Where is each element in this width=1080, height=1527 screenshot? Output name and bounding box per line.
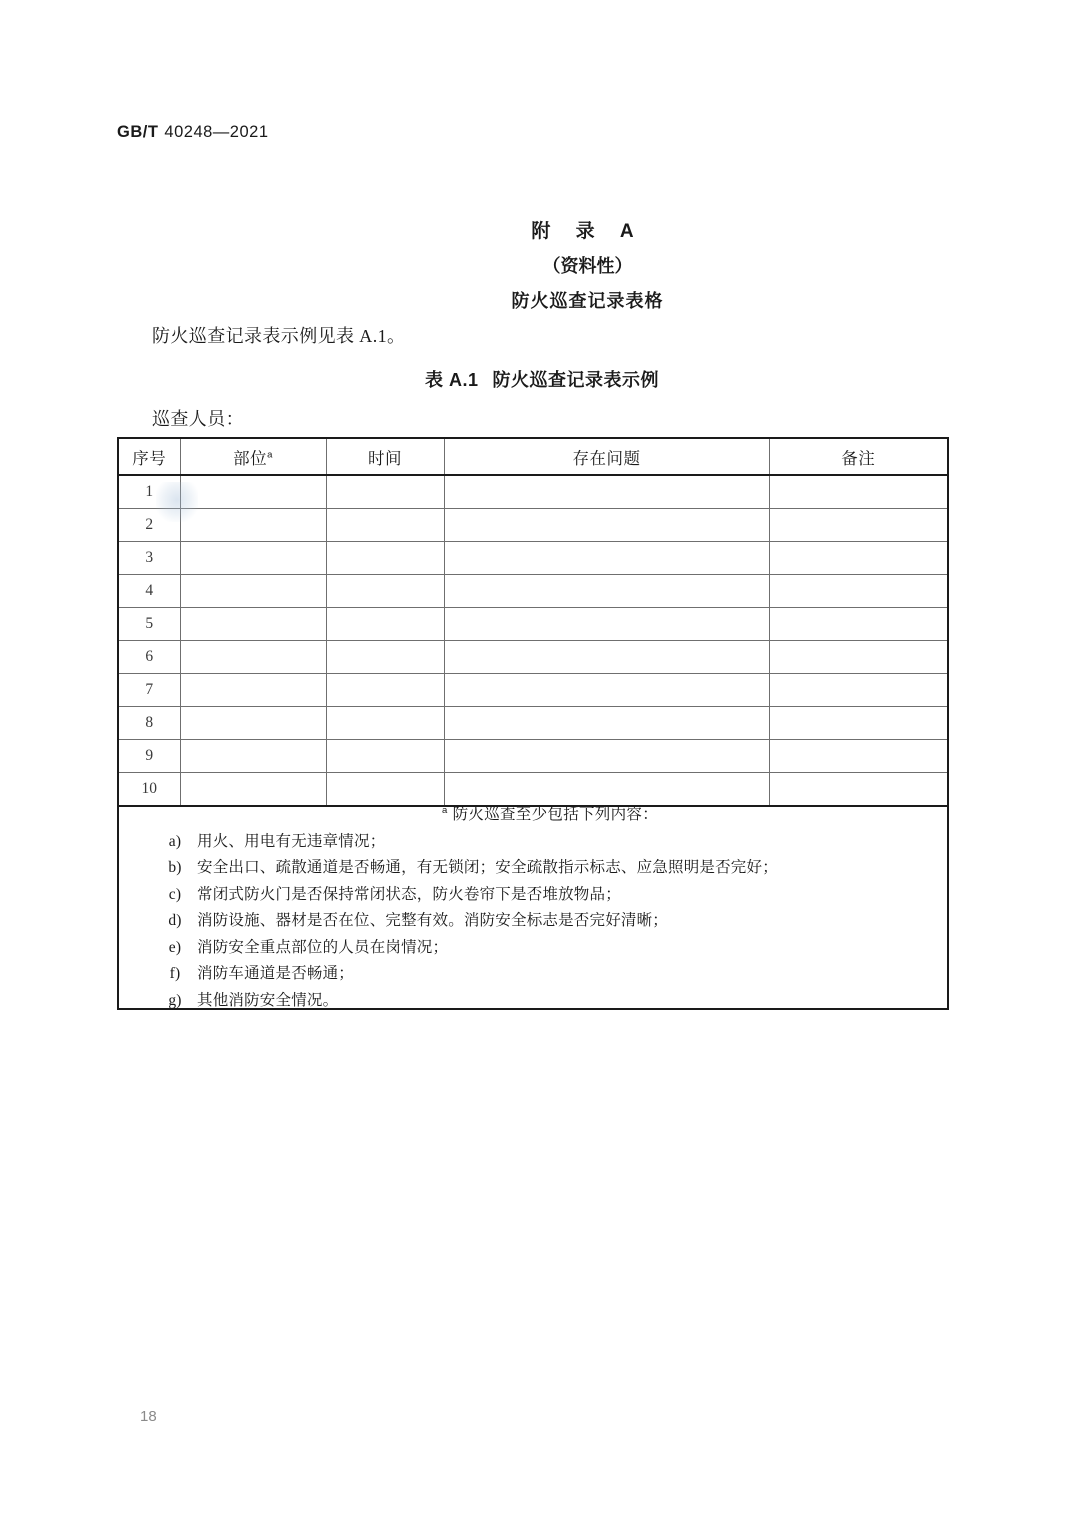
cell-part[interactable] [180, 773, 326, 807]
cell-remark[interactable] [769, 707, 948, 740]
cell-issue[interactable] [444, 509, 769, 542]
cell-time[interactable] [326, 641, 444, 674]
cell-part[interactable] [180, 707, 326, 740]
table-body [118, 475, 948, 1009]
table-row [118, 773, 948, 807]
table-caption-title: 防火巡查记录表示例 [492, 370, 659, 390]
cell-seq: 3 [118, 542, 180, 575]
annex-title: 防火巡查记录表格 [511, 290, 664, 311]
cell-remark[interactable] [769, 542, 948, 575]
standard-code: GB/T [117, 123, 159, 141]
cell-time[interactable] [326, 509, 444, 542]
cell-remark[interactable] [769, 674, 948, 707]
cell-time[interactable] [326, 707, 444, 740]
table-caption [2, 366, 1080, 392]
cell-part[interactable] [180, 542, 326, 575]
footnote-item-marker: f) [169, 965, 181, 982]
cell-part[interactable] [180, 674, 326, 707]
cell-seq: 6 [118, 641, 180, 674]
footnote-item-marker: d) [168, 912, 182, 929]
column-header-seq [118, 438, 180, 475]
cell-issue[interactable] [444, 773, 769, 807]
cell-remark[interactable] [769, 740, 948, 773]
footnote-lead [153, 804, 947, 823]
cell-part[interactable] [180, 608, 326, 641]
column-header-time [326, 438, 444, 475]
cell-time[interactable] [326, 674, 444, 707]
column-header-time-label: 时间 [368, 449, 402, 468]
cell-time[interactable] [326, 475, 444, 509]
cell-issue[interactable] [444, 641, 769, 674]
inspector-label: 巡查人员： [152, 409, 244, 429]
cell-remark[interactable] [769, 641, 948, 674]
list-item [153, 913, 947, 929]
footnote-item-text: 消防设施、器材是否在位、完整有效。消防安全标志是否完好清晰； [197, 912, 669, 929]
table-row [118, 509, 948, 542]
table-row [118, 608, 948, 641]
page-number: 18 [140, 1408, 157, 1425]
table-row [118, 475, 948, 509]
cell-issue[interactable] [444, 475, 769, 509]
cell-part[interactable] [180, 509, 326, 542]
table-row [118, 674, 948, 707]
footnote-item-marker: a) [168, 832, 182, 850]
footnote-list [119, 834, 947, 1009]
footnote-mark: a [442, 804, 448, 816]
column-header-issue [444, 438, 769, 475]
fire-patrol-record-table [117, 437, 949, 1010]
footnote-item-text: 其他消防安全情况。 [197, 991, 339, 1009]
table-header [118, 438, 948, 475]
table-caption-number: 表 A.1 [424, 370, 479, 390]
standard-number: 40248—2021 [164, 123, 269, 141]
cell-issue[interactable] [444, 707, 769, 740]
cell-part[interactable] [180, 740, 326, 773]
column-header-part-label: 部位 [233, 449, 268, 468]
table-row [118, 542, 948, 575]
footnote-item-marker: e) [168, 938, 182, 956]
table-row [118, 641, 948, 674]
cell-time[interactable] [326, 773, 444, 807]
cell-remark[interactable] [769, 608, 948, 641]
cell-time[interactable] [326, 542, 444, 575]
list-item [153, 887, 947, 903]
cell-time[interactable] [326, 740, 444, 773]
column-header-remark [769, 438, 948, 475]
cell-part[interactable] [180, 641, 326, 674]
list-item [153, 993, 947, 1009]
cell-part[interactable] [180, 475, 326, 509]
cell-time[interactable] [326, 575, 444, 608]
table-row [118, 740, 948, 773]
cell-seq: 9 [118, 740, 180, 773]
footnote-item-text: 安全出口、疏散通道是否畅通，有无锁闭；安全疏散指示标志、应急照明是否完好； [197, 859, 778, 876]
column-header-seq-label: 序号 [132, 449, 167, 468]
footnote-item-text: 常闭式防火门是否保持常闭状态，防火卷帘下是否堆放物品； [197, 885, 621, 903]
cell-seq: 2 [118, 509, 180, 542]
footnote-item-marker: c) [168, 885, 182, 903]
table-row [118, 707, 948, 740]
fire-patrol-record-table-wrap [117, 437, 947, 1010]
cell-seq: 1 [118, 475, 180, 509]
table-header-row [118, 438, 948, 475]
cell-remark[interactable] [769, 773, 948, 807]
table-footnote [118, 806, 948, 1009]
cell-seq: 5 [118, 608, 180, 641]
cell-remark[interactable] [769, 509, 948, 542]
list-item [153, 940, 947, 956]
column-header-part-footnote-mark: a [267, 449, 273, 460]
list-item [153, 834, 947, 850]
column-header-remark-label: 备注 [841, 449, 876, 468]
column-header-issue-label: 存在问题 [572, 449, 641, 468]
footnote-lead-text: 防火巡查至少包括下列内容： [452, 806, 658, 823]
annex-label: 附 录 A [531, 221, 644, 242]
footnote-item-text: 用火、用电有无违章情况； [197, 832, 386, 850]
footnote-item-marker: g) [168, 991, 182, 1009]
footnote-item-text: 消防车通道是否畅通； [197, 965, 355, 982]
intro-paragraph: 防火巡查记录表示例见表 A.1。 [152, 326, 406, 346]
cell-issue[interactable] [444, 740, 769, 773]
cell-time[interactable] [326, 608, 444, 641]
cell-part[interactable] [180, 575, 326, 608]
table-footnote-row [118, 806, 948, 1009]
cell-issue[interactable] [444, 608, 769, 641]
cell-seq: 4 [118, 575, 180, 608]
footnote-item-marker: b) [168, 859, 182, 876]
cell-issue[interactable] [444, 575, 769, 608]
list-item [153, 966, 947, 982]
cell-seq: 10 [118, 773, 180, 807]
cell-seq: 7 [118, 674, 180, 707]
list-item [153, 860, 947, 876]
annex-heading-block [0, 218, 1080, 315]
cell-seq: 8 [118, 707, 180, 740]
column-header-part [180, 438, 326, 475]
cell-issue[interactable] [444, 674, 769, 707]
cell-remark[interactable] [769, 475, 948, 509]
annex-kind: （资料性） [542, 255, 633, 276]
cell-issue[interactable] [444, 542, 769, 575]
table-row [118, 575, 948, 608]
cell-remark[interactable] [769, 575, 948, 608]
footnote-item-text: 消防安全重点部位的人员在岗情况； [197, 938, 449, 956]
standard-header [117, 122, 269, 142]
